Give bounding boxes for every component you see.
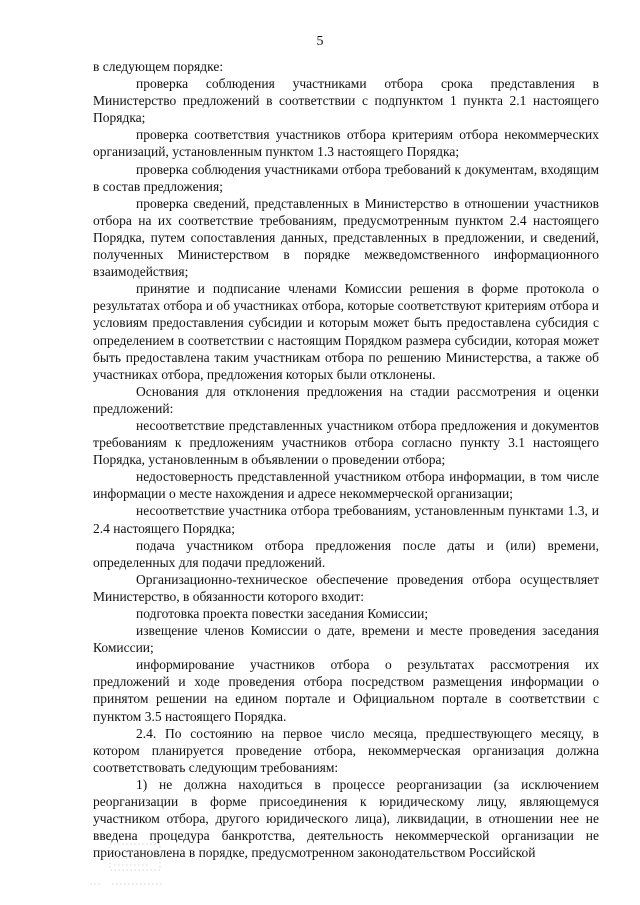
paragraph: подготовка проекта повестки заседания Комиссии;	[136, 606, 429, 621]
faint-stamp-mark	[88, 842, 166, 894]
paragraph: недостоверность представленной участником отбора информации, в том числе информации о месте нахождения и адресе некоммерческой организации;	[93, 469, 599, 502]
paragraph: извещение членов Комиссии о дате, времени и месте проведения заседания Комиссии;	[93, 623, 599, 656]
paragraph: информирование участников отбора о результатах рассмотрения их предложений и ходе проведения отбора посредством размещения информации о принятом решении на едином портале и Официальном портале в соответствии с пунктом 3.5 настоящего Порядка.	[93, 657, 599, 724]
paragraph: подача участником отбора предложения после даты и (или) времени, определенных для подачи предложений.	[93, 537, 599, 570]
paragraph: проверка соблюдения участниками отбора срока представления в Министерство предложений в соответствии с подпунктом 1 пункта 2.1 настоящего Порядка;	[93, 76, 599, 126]
page-number: 5	[316, 34, 324, 49]
paragraph: проверка соответствия участников отбора критериям отбора некоммерческих организаций, установленным пунктом 1.3 настоящего Порядка;	[93, 127, 599, 160]
paragraph: проверка сведений, представленных в Министерство в отношении участников отбора на их соответствие требованиям, предусмотренным пунктом 2.4 настоящего Порядка, путем сопоставления данных, представленных в предложении, и сведений, полученных Министерством в порядке межведомственного информационного взаимодействия;	[93, 195, 599, 280]
stamp-graphic	[88, 842, 166, 894]
paragraph: несоответствие участника отбора требованиям, установленным пунктами 1.3, и 2.4 настоящего Порядка;	[93, 503, 599, 536]
paragraph: Основания для отклонения предложения на стадии рассмотрения и оценки предложений:	[93, 383, 599, 416]
paragraph: Организационно-техническое обеспечение проведения отбора осуществляет Министерство, в обязанности которого входит:	[93, 571, 599, 604]
document-body	[93, 58, 599, 861]
paragraph: 1) не должна находиться в процессе реорганизации (за исключением реорганизации в форме присоединения к юридическому лицу, являющемуся участником отбора, другого юридического лица), ликвидации, в отношении нее не введена процедура банкротства, деятельность некоммерческой организации не приостановлена в порядке, предусмотренном законодательством Российской	[93, 776, 599, 861]
paragraph: проверка соблюдения участниками отбора требований к документам, входящим в состав предложения;	[93, 161, 599, 194]
paragraph: принятие и подписание членами Комиссии решения в форме протокола о результатах отбора и об участниках отбора, которые соответствуют критериям отбора и условиям предоставления субсидии и которым может быть предоставлена субсидия с определением в соответствии с настоящим Порядком размера субсидии, которая может быть предоставлена таким участникам отбора по решению Министерства, а также об участниках отбора, предложения которых были отклонены.	[93, 281, 599, 382]
paragraph: в следующем порядке:	[93, 59, 224, 74]
paragraph: 2.4. По состоянию на первое число месяца, предшествующего месяцу, в котором планируется проведение отбора, некоммерческая организация должна соответствовать следующим требованиям:	[93, 725, 599, 775]
paragraph: несоответствие представленных участником отбора предложения и документов требованиям к предложениям участников отбора согласно пункту 3.1 настоящего Порядка, установленным в объявлении о проведении отбора;	[93, 417, 599, 468]
